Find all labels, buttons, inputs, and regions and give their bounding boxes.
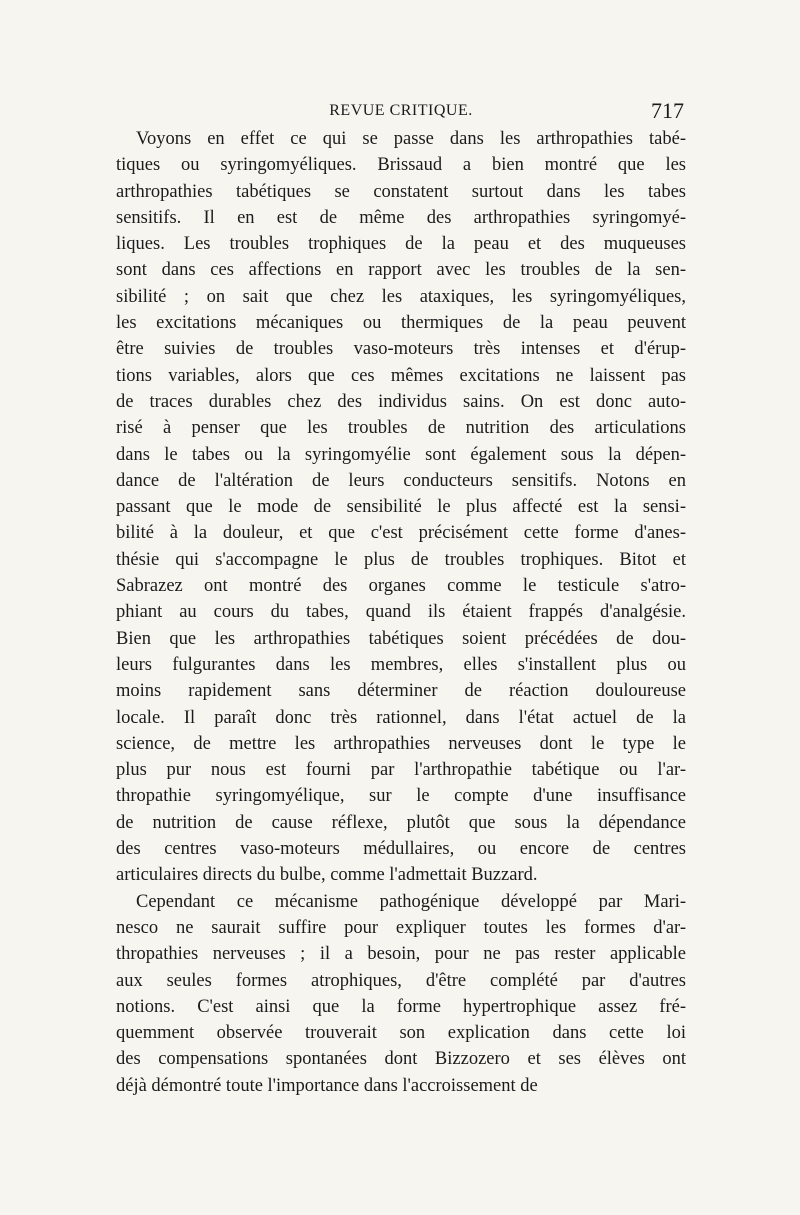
text-line: thropathies nerveuses ; il a besoin, pour ne pas rester applicable [116, 944, 686, 965]
text-line: nesco ne saurait suffire pour expliquer toutes les formes d'ar- [116, 917, 686, 938]
text-line: risé à penser que les troubles de nutrition des articulations [116, 418, 686, 439]
text-line: bilité à la douleur, et que c'est précisément cette forme d'anes- [116, 523, 686, 544]
text-line: moins rapidement sans déterminer de réaction douloureuse [116, 681, 686, 702]
text-line: sensitifs. Il en est de même des arthropathies syringomyé- [116, 207, 686, 228]
text-line: locale. Il paraît donc très rationnel, dans l'état actuel de la [116, 707, 686, 728]
text-line: plus pur nous est fourni par l'arthropathie tabétique ou l'ar- [116, 760, 686, 781]
text-line: sibilité ; on sait que chez les ataxiques, les syringomyéliques, [116, 286, 686, 307]
running-title: REVUE CRITIQUE. [329, 102, 473, 119]
text-line: Bien que les arthropathies tabétiques soient précédées de dou- [116, 628, 686, 649]
text-line: de nutrition de cause réflexe, plutôt que sous la dépendance [116, 812, 686, 833]
text-line: leurs fulgurantes dans les membres, elles s'installent plus ou [116, 654, 686, 675]
text-line: de traces durables chez des individus sains. On est donc auto- [116, 391, 686, 412]
paragraph [116, 889, 686, 1099]
text-line: passant que le mode de sensibilité le plus affecté est la sensi- [116, 497, 686, 518]
text-line: dance de l'altération de leurs conducteurs sensitifs. Notons en [116, 470, 686, 491]
text-line: thropathie syringomyélique, sur le compte d'une insuffisance [116, 786, 686, 807]
text-line: des centres vaso-moteurs médullaires, ou encore de centres [116, 839, 686, 860]
text-line: thésie qui s'accompagne le plus de troubles trophiques. Bitot et [116, 549, 686, 570]
text-line: tions variables, alors que ces mêmes excitations ne laissent pas [116, 365, 686, 386]
body-text [116, 126, 686, 1099]
text-line: Voyons en effet ce qui se passe dans les arthropathies tabé- [136, 129, 686, 149]
text-line: les excitations mécaniques ou thermiques de la peau peuvent [116, 313, 686, 334]
page-number: 717 [651, 98, 684, 123]
text-line: sont dans ces affections en rapport avec les troubles de la sen- [116, 260, 686, 281]
running-head [118, 98, 684, 128]
text-line: Cependant ce mécanisme pathogénique développé par Mari- [136, 891, 686, 912]
text-line: liques. Les troubles trophiques de la peau et des muqueuses [116, 234, 686, 255]
text-line: tiques ou syringomyéliques. Brissaud a bien montré que les [116, 155, 686, 176]
text-line: aux seules formes atrophiques, d'être complété par d'autres [116, 970, 686, 991]
text-line: déjà démontré toute l'importance dans l'accroissement de [116, 1075, 538, 1096]
text-line: Sabrazez ont montré des organes comme le testicule s'atro- [116, 576, 686, 597]
text-line: phiant au cours du tabes, quand ils étaient frappés d'analgésie. [116, 602, 686, 623]
paragraph [116, 126, 686, 889]
text-line: arthropathies tabétiques se constatent surtout dans les tabes [116, 181, 686, 202]
text-line: des compensations spontanées dont Bizzozero et ses élèves ont [116, 1049, 686, 1070]
text-line: notions. C'est ainsi que la forme hypertrophique assez fré- [116, 996, 686, 1017]
text-line: science, de mettre les arthropathies nerveuses dont le type le [116, 733, 686, 754]
text-line: articulaires directs du bulbe, comme l'admettait Buzzard. [116, 865, 538, 886]
text-line: dans le tabes ou la syringomyélie sont également sous la dépen- [116, 444, 686, 465]
text-line: quemment observée trouverait son explication dans cette loi [116, 1023, 686, 1044]
text-line: être suivies de troubles vaso-moteurs très intenses et d'érup- [116, 339, 686, 360]
